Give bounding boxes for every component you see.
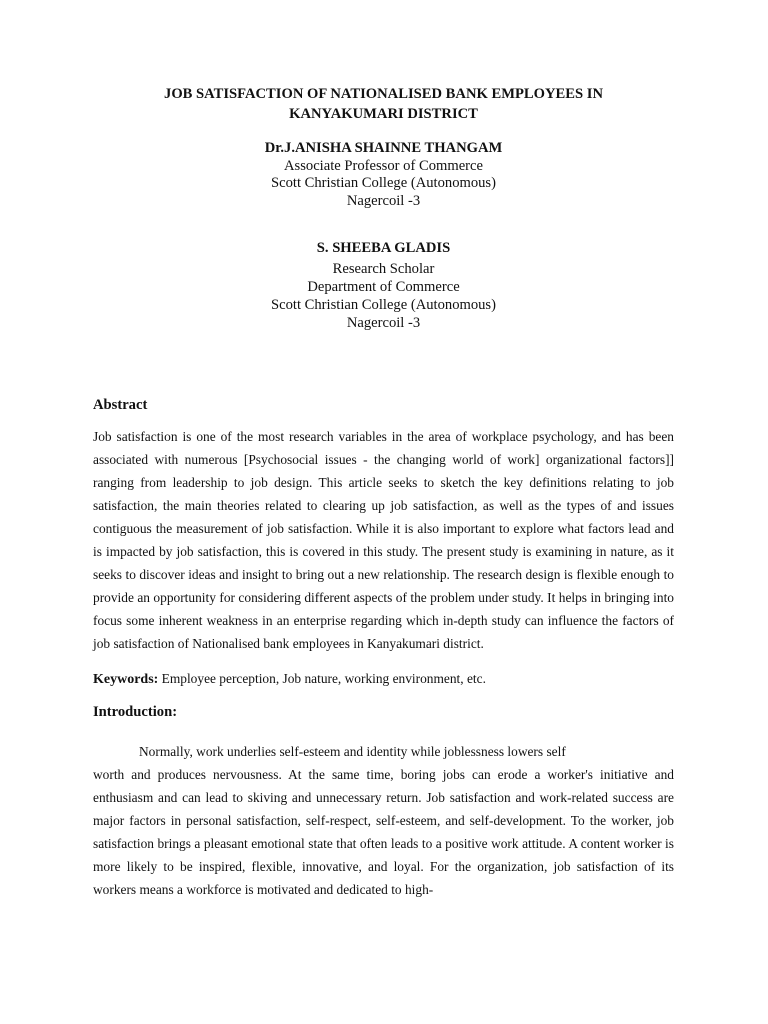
author-affiliation-line: Nagercoil -3 [346, 315, 421, 332]
author-name: Dr.J.ANISHA SHAINNE THANGAM [264, 140, 503, 156]
author-affiliation-line: Nagercoil -3 [346, 192, 421, 209]
abstract-body: Job satisfaction is one of the most research variables in the area of workplace psychology, and has been associated with numerous [Psychosocial issues - the changing world of work] organizational factors]] ranging from leadership to job design. This article seeks to sketch the key definitions relating to job satisfaction, the main theories related to clearing up job satisfaction, as well as the types of and issues contiguous the measurement of job satisfaction. While it is also important to explore what factors lead and is impacted by job satisfaction, this is covered in this study. The present study is examining in nature, as it seeks to discover ideas and insight to bring out a new relationship. The research design is flexible enough to provide an opportunity for considering different aspects of the problem under study. It helps in bringing into focus some inherent weakness in an enterprise regarding which in-depth study can influence the factors of job satisfaction of Nationalised bank employees in Kanyakumari district. [93, 428, 674, 651]
author-affiliation-line: Department of Commerce [307, 278, 460, 295]
title-line-1: JOB SATISFACTION OF NATIONALISED BANK EMPLOYEES IN [164, 86, 603, 102]
introduction-first-line: Normally, work underlies self-esteem and identity while joblessness lowers self [139, 744, 566, 760]
author-affiliation-line: Scott Christian College (Autonomous) [271, 175, 496, 191]
author-affiliation-line: Scott Christian College (Autonomous) [271, 297, 496, 314]
introduction-heading: Introduction: [93, 704, 178, 721]
paper-title [93, 84, 674, 124]
author-affiliation-line: Associate Professor of Commerce [284, 157, 483, 174]
introduction-body: worth and produces nervousness. At the same time, boring jobs can erode a worker's initiative and enthusiasm and can lead to skiving and unnecessary return. Job satisfaction and work-related success are major factors in personal satisfaction, self-respect, self-esteem, and self-development. To the worker, job satisfaction brings a pleasant emotional state that often leads to a positive work attitude. A content worker is more likely to be inspired, flexible, innovative, and loyal. For the organization, job satisfaction of its workers means a workforce is motivated and dedicated to high- [93, 767, 674, 898]
author-block-1 [93, 140, 674, 210]
author-affiliation-line: Research Scholar [332, 260, 435, 277]
author-block-2 [93, 240, 674, 333]
author-name: S. SHEEBA GLADIS [316, 240, 451, 256]
keywords-text: Employee perception, Job nature, working environment, etc. [158, 670, 486, 686]
keywords-label: Keywords: [93, 671, 159, 687]
paper-page [93, 84, 674, 901]
abstract-heading: Abstract [93, 396, 148, 413]
title-line-2: KANYAKUMARI DISTRICT [289, 106, 478, 122]
keywords-line [93, 667, 674, 691]
